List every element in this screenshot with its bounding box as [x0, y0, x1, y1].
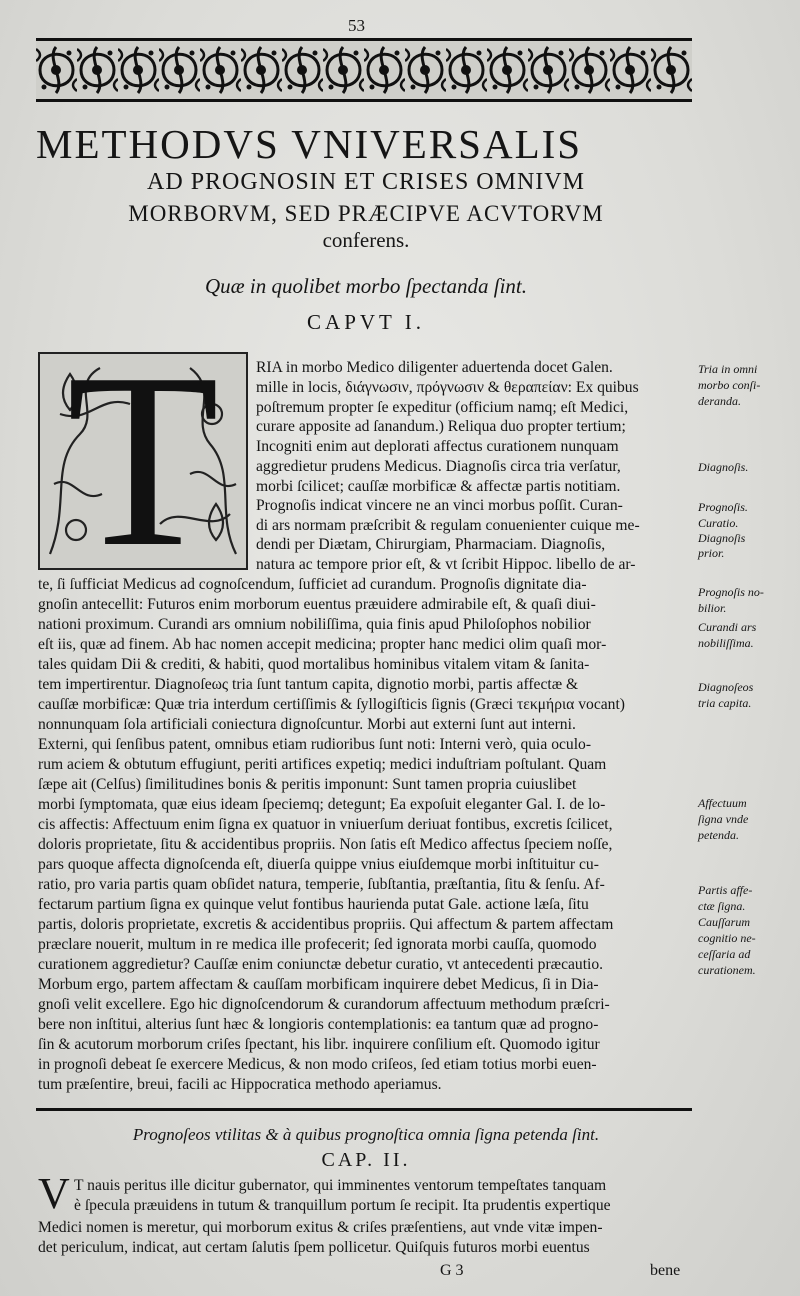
chapter-1-heading: Quæ in quolibet morbo ſpectanda ſint. [205, 274, 527, 298]
margin-note: Partis affe- [698, 883, 753, 897]
margin-note: Affectuum [698, 796, 747, 810]
text-line: tales quidam Dii & crediti, & habiti, quod mortalibus hominibus vitalem vitam & ſanita- [38, 656, 590, 673]
text-line: det periculum, indicat, aut certam ſalutis ſpem pollicetur. Quiſquis futuros morbi euentus [38, 1239, 590, 1256]
margin-note: deranda. [698, 394, 741, 408]
text-line: bere non inſtitui, alterius ſunt hæc & longioris contemplationis: ea tantum quæ ad progno- [38, 1016, 599, 1033]
text-line: gnoſin antecellit: Futuros enim morborum euentus præuidere admirabile eſt, & quaſi diui- [38, 596, 596, 613]
text-line: è ſpecula præuidens in tutum & tranquillum portum ſe recipit. Ita prudentis expertique [74, 1197, 611, 1214]
text-line: curare apposite ad ſanandum.) Reliqua duo propter tertium; [256, 418, 626, 435]
text-line: Morbum ergo, partem affectam & cauſſam morbificam inquirere debet Medicus, ſi in Dia- [38, 976, 599, 993]
decorated-initial [38, 352, 248, 570]
margin-note: Diagnoſis. [698, 460, 749, 474]
text-line: curationem aggredietur? Cauſſæ enim coniunctæ debetur curatio, vt antecedenti præcautio. [38, 956, 604, 973]
chapter-2-number: CAP. II. [321, 1149, 411, 1171]
title-line-2: AD PROGNOSIN ET CRISES OMNIVM [147, 169, 585, 195]
text-line: doloris proprietate, ſitu & accidentibus propriis. Non ſatis eſt Medico affectus ſpeciem noſſe, [38, 836, 613, 853]
text-line: in prognoſi debeat ſe exercere Medicus, & non modo criſeos, ſed etiam totius morbi euen- [38, 1056, 597, 1073]
text-line: gnoſi velit excellere. Ego hic dignoſcendorum & curandorum affectuum methodum præſcri- [38, 996, 610, 1013]
text-line: Incogniti enim aut deplorati affectus curationem nunquam [256, 438, 619, 455]
text-line: T nauis peritus ille dicitur gubernator, qui imminentes ventorum tempeſtates tanquam [74, 1177, 607, 1194]
margin-note: Curandi ars [698, 620, 757, 634]
text-line: di ars normam præſcribit & regulam conuenienter cuique me- [256, 517, 640, 534]
catchword: bene [650, 1262, 681, 1279]
text-line: præclare nouerit, multum in re medica ille profecerit; ſed ignorata morbi cauſſa, quomodo [38, 936, 597, 953]
text-line: RIA in morbo Medico diligenter aduertenda docet Galen. [256, 359, 613, 376]
text-line: te, ſi ſufficiat Medicus ad cognoſcendum, ſufficiet ad curandum. Prognoſis dignitate dia- [38, 576, 587, 593]
margin-note: petenda. [698, 828, 739, 842]
text-line: morbi ſcilicet; cauſſæ morbificæ & affectæ partis notitiam. [256, 478, 621, 495]
text-line: natura ac tempore prior eſt, & vt ſcribit Hippoc. libello de ar- [256, 556, 636, 573]
margin-note: Tria in omni [698, 362, 758, 376]
text-line: Prognoſis indicat vincere ne an vinci morbus poſſit. Curan- [256, 497, 623, 514]
text-line: tum præſentire, breui, facili ac Hippocratica methodo aperiamus. [38, 1076, 442, 1093]
margin-note: Cauſſarum [698, 915, 751, 929]
text-line: cauſſæ morbificæ: Quæ tria interdum certiſſimis & ſyllogiſticis ſignis (Græci τεκμήρια vocant) [38, 696, 626, 713]
text-line: partis, doloris proprietate, excretis & accidentibus propriis. Qui affectum & partem affectam [38, 916, 614, 933]
margin-note: ctæ ſigna. [698, 899, 746, 913]
text-line: ratio, pro varia partis quam obſidet natura, temperie, ſubſtantia, præſtantia, ſitu & ſenſu. Af- [38, 876, 605, 893]
text-line: cis affectis: Affectuum enim ſigna ex quatuor in vniuerſum deriuat fontibus, excretis ſcilicet, [38, 816, 613, 833]
drop-letter-t: T [66, 352, 220, 570]
margin-note: Prognoſis. [698, 500, 748, 514]
margin-note: tria capita. [698, 696, 752, 710]
section-divider [36, 1108, 692, 1111]
margin-note: bilior. [698, 601, 727, 615]
text-line: eſt iis, quæ ad finem. Ab hac nomen accepit medicina; propter hanc medici olim quaſi mor- [38, 636, 607, 653]
chapter-1-number: CAPVT I. [307, 310, 425, 334]
text-line: pars quoque affecta dignoſcenda eſt, diuerſa quippe vnius eiuſdemque morbi inſtituitur cu- [38, 856, 599, 873]
text-line: ſæpe ait (Celſus) ſimilitudines bonis & peritis imponunt: Sunt tamen propria cuiuslibet [38, 776, 577, 793]
text-line: tem impertirentur. Diagnoſeως tria ſunt tantum capita, dignotio morbi, partis affectæ & [38, 676, 579, 693]
text-line: aggredietur prudens Medicus. Diagnoſis circa tria verſatur, [256, 458, 621, 475]
margin-note: Prognoſis no- [698, 585, 764, 599]
margin-note: ceſſaria ad [698, 947, 751, 961]
text-line: dendi per Diætam, Chirurgiam, Pharmaciam. Diagnoſis, [256, 536, 606, 553]
text-line: nationi proximum. Curandi ars omnium nobiliſſima, quia finis apud Philoſophos nobilior [38, 616, 591, 633]
chapter-2-heading: Prognoſeos vtilitas & à quibus prognoſtica omnia ſigna petenda ſint. [132, 1125, 600, 1144]
margin-note: Diagnoſeos [698, 680, 754, 694]
margin-note: cognitio ne- [698, 931, 756, 945]
text-line: Medici nomen is meretur, qui morborum exitus & criſes præſentiens, aut vnde vitæ impen- [38, 1219, 603, 1236]
text-line: fectarum partium ſigna ex quinque velut fontibus haurienda putat Gale. actione læſa, ſitu [38, 896, 589, 913]
margin-note: Diagnoſis [698, 531, 746, 545]
headpiece-ornament [36, 38, 692, 102]
page-number: 53 [348, 16, 365, 35]
text-line: nonnunquam ſola artificiali coniectura dignoſcuntur. Morbi aut externi ſunt aut interni. [38, 716, 576, 733]
margin-note: ſigna vnde [698, 812, 749, 826]
margin-note: nobiliſſima. [698, 636, 754, 650]
title-line-4: conferens. [322, 228, 410, 252]
text-line: ſin & acutorum morborum criſes ſpectant, his libr. inquirere conſilium eſt. Quomodo igitur [38, 1036, 600, 1053]
text-line: morbi ſymptomata, quæ eius ideam ſpeciemq; detegunt; Ea expoſuit eleganter Gal. I. de lo- [38, 796, 606, 813]
text-line: mille in locis, διάγνωσιν, πρόγνωσιν & θεραπείαν: Ex quibus [256, 379, 639, 396]
margin-note: morbo conſi- [698, 378, 761, 392]
margin-note: curationem. [698, 963, 756, 977]
text-line: Externi, qui ſenſibus patent, omnibus etiam rudioribus ſunt noti: Interni verò, quia oculo- [38, 736, 592, 753]
drop-letter-v: V [38, 1169, 70, 1218]
margin-note: prior. [698, 546, 725, 560]
text-line: rum aciem & obtutum effugiunt, periti artifices expetiq; medici induſtriam poſtulant. Quam [38, 756, 607, 773]
signature-mark: G 3 [440, 1262, 464, 1279]
title-line-3: MORBORVM, SED PRÆCIPVE ACVTORVM [128, 201, 604, 226]
text-line: poſtremum propter ſe expeditur (officium namq; eſt Medici, [256, 399, 629, 416]
title-line-1: METHODVS VNIVERSALIS [36, 121, 583, 167]
margin-note: Curatio. [698, 516, 739, 530]
